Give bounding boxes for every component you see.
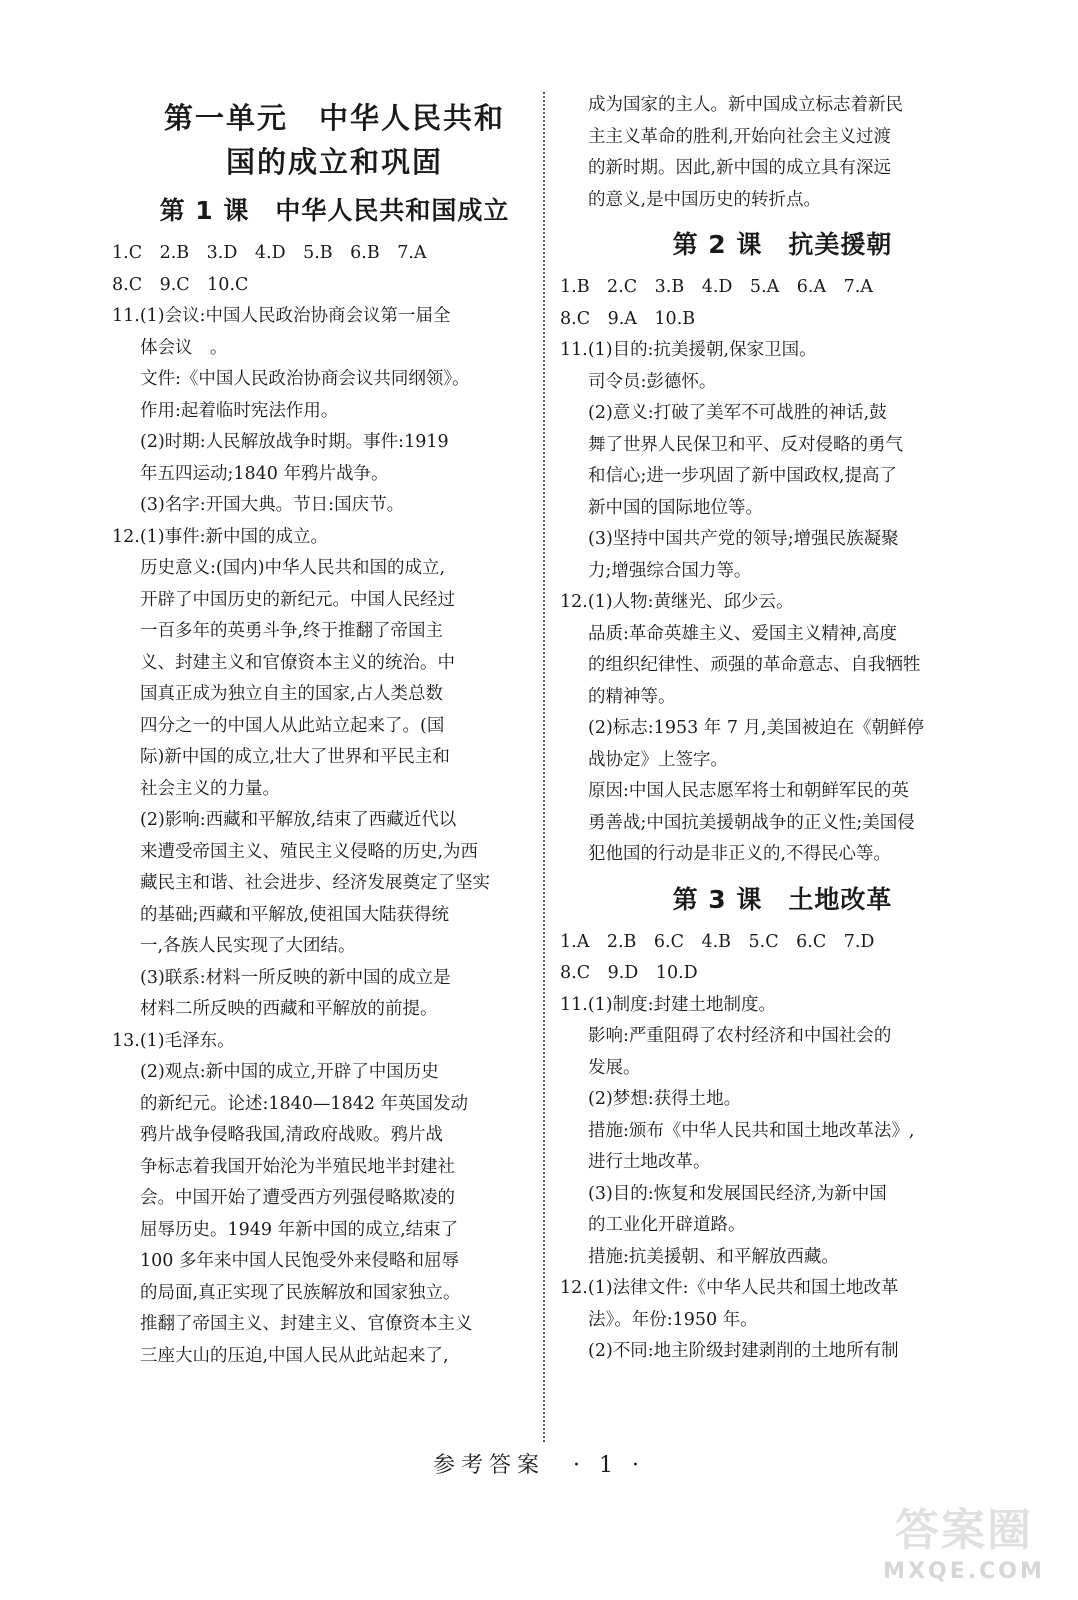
answer-line: 法》。年份:1950 年。 [588, 1309, 758, 1330]
answer-line: (3)联系:材料一所反映的新中国的成立是 [140, 967, 451, 988]
answer-line: 屈辱历史。1949 年新中国的成立,结束了 [140, 1219, 459, 1240]
answer-line: 新中国的国际地位等。 [588, 497, 763, 518]
answer-line: 进行土地改革。 [588, 1152, 711, 1172]
answer-line: 会。中国开始了遭受西方列强侵略欺凌的 [140, 1188, 455, 1208]
answer-line: 推翻了帝国主义、封建主义、官僚资本主义 [140, 1314, 473, 1334]
answer-line: 义、封建主义和官僚资本主义的统治。中 [140, 652, 455, 673]
lesson-3-answers [560, 927, 1005, 1368]
answer-line: 开辟了中国历史的新纪元。中国人民经过 [140, 589, 455, 610]
answer-line: 犯他国的行动是非正义的,不得民心等。 [588, 844, 892, 864]
answer-line: 1.C 2.B 3.D 4.D 5.B 6.B 7.A [112, 243, 427, 263]
answer-line: 12.(1)法律文件:《中华人民共和国土地改革 [560, 1278, 899, 1298]
answer-line: 际)新中国的成立,壮大了世界和平民主和 [140, 747, 450, 767]
answer-line: 13.(1)毛泽东。 [112, 1030, 235, 1051]
answer-line: 的精神等。 [588, 686, 676, 707]
answer-line: 作用:起着临时宪法作用。 [140, 400, 339, 421]
answer-line: 1.A 2.B 6.C 4.B 5.C 6.C 7.D [560, 931, 875, 952]
answer-line: (2)时期:人民解放战争时期。事件:1919 [140, 432, 449, 452]
answer-line: (3)名字:开国大典。节日:国庆节。 [140, 495, 405, 515]
answer-line: 主主义革命的胜利,开始向社会主义过渡 [588, 126, 892, 147]
answer-line: 8.C 9.C 10.C [112, 274, 249, 295]
answer-line: 影响:严重阻碍了农村经济和中国社会的 [588, 1026, 892, 1046]
answer-line: 文件:《中国人民政治协商会议共同纲领》。 [140, 369, 470, 389]
answer-line: 三座大山的压迫,中国人民从此站起来了, [140, 1345, 449, 1366]
answer-line: 历史意义:(国内)中华人民共和国的成立, [140, 558, 446, 578]
answer-line: (2)不同:地主阶级封建剥削的土地所有制 [588, 1341, 899, 1361]
answer-line: (3)目的:恢复和发展国民经济,为新中国 [588, 1183, 887, 1204]
answer-line: 年五四运动;1840 年鸦片战争。 [140, 463, 389, 484]
left-column [112, 96, 557, 1372]
answer-line: (2)意义:打破了美军不可战胜的神话,鼓 [588, 403, 887, 423]
answer-line: 11.(1)制度:封建土地制度。 [560, 994, 777, 1015]
answer-line: (2)观点:新中国的成立,开辟了中国历史 [140, 1062, 439, 1082]
answer-line: (3)坚持中国共产党的领导;增强民族凝聚 [588, 529, 899, 549]
answer-line: 原因:中国人民志愿军将士和朝鲜军民的英 [588, 781, 909, 801]
answer-line: 12.(1)人物:黄继光、邱少云。 [560, 592, 794, 612]
answer-line: (2)影响:西藏和平解放,结束了西藏近代以 [140, 810, 457, 830]
answer-line: (2)梦想:获得土地。 [588, 1089, 742, 1109]
answer-line: 舞了世界人民保卫和平、反对侵略的勇气 [588, 434, 903, 455]
right-column [560, 90, 1005, 1368]
answer-line: 品质:革命英雄主义、爱国主义精神,高度 [588, 623, 897, 644]
unit-title-line: 第一单元 中华人民共和 [163, 101, 505, 135]
answer-line: 的基础;西藏和平解放,使祖国大陆获得统 [140, 904, 449, 925]
answer-line: 12.(1)事件:新中国的成立。 [112, 526, 329, 547]
lesson-1-answers [112, 238, 557, 1372]
answer-line: 司令员:彭德怀。 [588, 371, 717, 392]
answer-line: 的工业化开辟道路。 [588, 1215, 746, 1235]
answer-line: 的新纪元。论述:1840—1842 年英国发动 [140, 1093, 469, 1114]
answer-line: 藏民主和谐、社会进步、经济发展奠定了坚实 [140, 873, 490, 893]
answer-line: 的意义,是中国历史的转折点。 [588, 189, 822, 210]
answer-line: 的组织纪律性、顽强的革命意志、自我牺牲 [588, 655, 921, 675]
answer-line: 争标志着我国开始沦为半殖民地半封建社 [140, 1156, 455, 1177]
lesson-2-answers [560, 272, 1005, 871]
answer-line: 社会主义的力量。 [140, 778, 280, 799]
answer-line: (2)标志:1953 年 7 月,美国被迫在《朝鲜停 [588, 718, 925, 738]
answer-line: 成为国家的主人。新中国成立标志着新民 [588, 95, 903, 115]
page-footer: 参考答案 · 1 · [433, 1453, 645, 1478]
answer-line: 11.(1)会议:中国人民政治协商会议第一届全 [112, 306, 451, 326]
answer-line: 和信心;进一步巩固了新中国政权,提高了 [588, 466, 897, 486]
lesson-2-title: 第 2 课 抗美援朝 [672, 230, 893, 259]
answer-line: 一百多年的英勇斗争,终于推翻了帝国主 [140, 621, 444, 641]
answer-line: 勇善战;中国抗美援朝战争的正义性;美国侵 [588, 812, 915, 833]
unit-title-line: 国的成立和巩固 [225, 145, 443, 179]
watermark-main-text: 答案圈 [895, 1505, 1033, 1556]
answer-line: 来遭受帝国主义、殖民主义侵略的历史,为西 [140, 841, 479, 862]
answer-line: 力;增强综合国力等。 [588, 560, 752, 581]
answer-line: 材料二所反映的西藏和平解放的前提。 [140, 999, 438, 1019]
lesson-1-title: 第 1 课 中华人民共和国成立 [159, 196, 510, 225]
lesson-1-answers-continued [560, 90, 1005, 216]
answer-line: 国真正成为独立自主的国家,占人类总数 [140, 684, 444, 704]
answer-line: 8.C 9.D 10.D [560, 963, 698, 983]
unit-title [112, 96, 557, 184]
watermark-logo [878, 1502, 1050, 1586]
answer-line: 1.B 2.C 3.B 4.D 5.A 6.A 7.A [560, 277, 873, 297]
watermark-url-text: MXQE.COM [883, 1559, 1045, 1584]
answer-line: 11.(1)目的:抗美援朝,保家卫国。 [560, 340, 817, 360]
answer-line: 的局面,真正实现了民族解放和国家独立。 [140, 1282, 461, 1303]
answer-line: 战协定》上签字。 [588, 749, 728, 770]
answer-line: 8.C 9.A 10.B [560, 308, 696, 329]
answer-line: 措施:抗美援朝、和平解放西藏。 [588, 1246, 839, 1267]
answer-line: 一,各族人民实现了大团结。 [140, 936, 356, 956]
answer-line: 措施:颁布《中华人民共和国土地改革法》, [588, 1120, 915, 1141]
answer-line: 鸦片战争侵略我国,清政府战败。鸦片战 [140, 1125, 444, 1145]
lesson-3-title: 第 3 课 土地改革 [672, 884, 893, 914]
answer-line: 四分之一的中国人从此站立起来了。(国 [140, 715, 445, 736]
answer-line: 发展。 [588, 1057, 641, 1078]
answer-line: 的新时期。因此,新中国的成立具有深远 [588, 158, 892, 178]
answer-line: 100 多年来中国人民饱受外来侵略和屈辱 [140, 1251, 459, 1271]
answer-line: 体会议 。 [140, 337, 228, 358]
